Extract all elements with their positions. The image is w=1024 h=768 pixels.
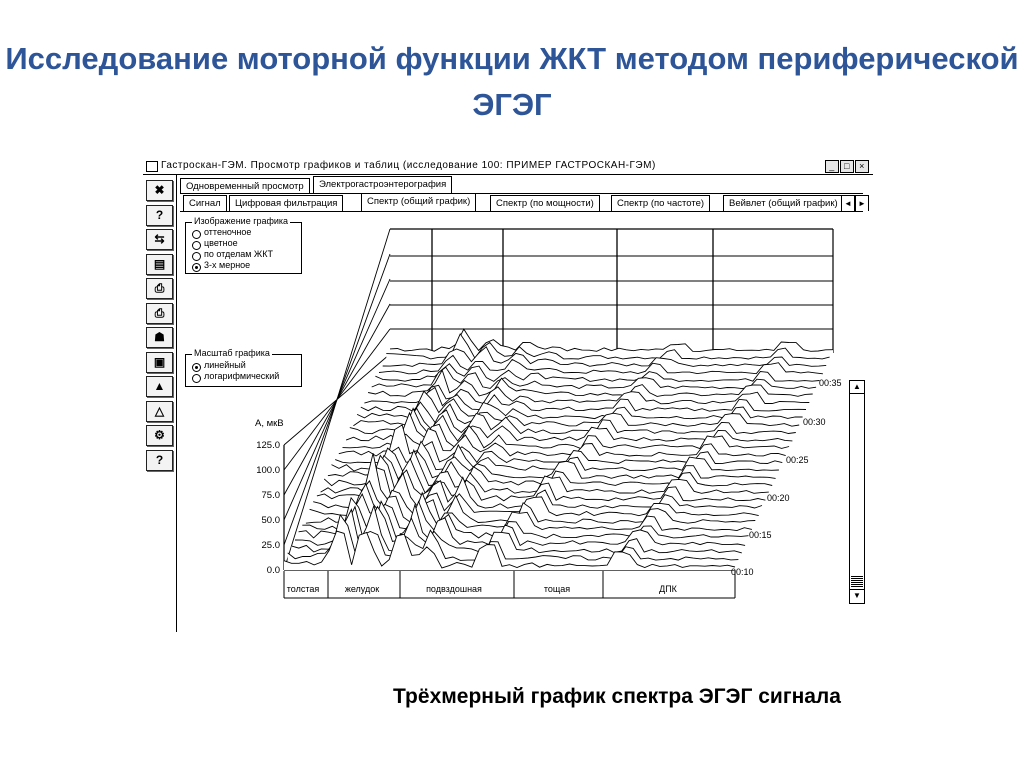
tab-signal[interactable]: Сигнал [183,195,227,211]
time-label-0: 00:35 [819,378,842,388]
minimize-button[interactable]: _ [825,160,839,173]
x-region-label-3: тощая [543,584,571,594]
tab-electrogastroenterography[interactable]: Электрогастроэнтерография [313,176,452,194]
vertical-scrollbar[interactable] [849,380,865,604]
x-region-label-0: толстая [286,584,320,594]
y-tick-label-1: 100.0 [256,465,280,476]
y-tick-label-2: 75.0 [261,490,280,501]
time-label-4: 00:15 [749,530,772,540]
x-region-label-4: ДПК [659,584,677,594]
y-tick-label-4: 25.0 [261,540,280,551]
printer-icon[interactable]: ⎙ [146,303,173,324]
tab-scroll-left[interactable]: ◄ [841,195,855,211]
scale-title: Масштаб графика [194,348,270,358]
close-button[interactable]: × [855,160,869,173]
spectrum-3d-chart [143,158,873,632]
radio-by-section-label: по отделам ЖКТ [204,249,273,259]
slide-title: Исследование моторной функции ЖКТ методом периферической ЭГЭГ [5,41,1019,122]
radio-log-label: логарифмический [204,371,280,381]
image-icon[interactable]: ▣ [146,352,173,373]
time-label-3: 00:20 [767,493,790,503]
tab-scroll-right[interactable]: ► [855,195,869,211]
x-region-label-1: желудок [344,584,380,594]
tab-spectrum-power[interactable]: Спектр (по мощности) [490,195,600,211]
tab-spectrum-frequency[interactable]: Спектр (по частоте) [611,195,710,211]
help-icon[interactable]: ? [146,205,173,226]
radio-color-label: цветное [204,238,238,248]
scroll-down-icon[interactable]: ▼ [850,589,864,602]
close-icon[interactable]: ✖ [146,180,173,201]
radio-3d-label: 3-х мерное [204,260,251,270]
arrows-icon[interactable]: ⇆ [146,229,173,250]
print-icon[interactable]: ⎙ [146,278,173,299]
slide-caption: Трёхмерный график спектра ЭГЭГ сигнала [393,685,841,708]
scroll-thumb[interactable] [851,575,863,587]
application-window [143,158,873,632]
window-title: Гастроскан-ГЭМ. Просмотр графиков и таблиц (исследование 100: ПРИМЕР ГАСТРОСКАН-ГЭМ) [161,160,656,171]
help-context-icon[interactable]: ? [146,450,173,471]
tab-simultaneous-view[interactable]: Одновременный просмотр [180,178,310,194]
triangle-outline-icon[interactable]: △ [146,401,173,422]
x-region-label-2: подвздошная [426,584,482,594]
radio-linear-label: линейный [204,360,246,370]
time-label-2: 00:25 [786,455,809,465]
document-icon[interactable]: ▤ [146,254,173,275]
y-tick-label-0: 125.0 [256,440,280,451]
settings-icon[interactable]: ⚙ [146,425,173,446]
side-grid-5 [284,354,390,445]
image-mode-title: Изображение графика [194,216,289,226]
time-label-5: 00:10 [731,567,754,577]
scroll-up-icon[interactable]: ▲ [850,381,864,394]
maximize-button[interactable]: □ [840,160,854,173]
y-axis-label: А, мкВ [255,418,284,429]
tab-spectrum-general[interactable]: Спектр (общий график) [361,193,476,211]
radio-shaded-label: оттеночное [204,227,252,237]
time-label-1: 00:30 [803,417,826,427]
tab-digital-filtering[interactable]: Цифровая фильтрация [229,195,343,211]
y-tick-label-3: 50.0 [261,515,280,526]
person-icon[interactable]: ☗ [146,327,173,348]
y-tick-label-5: 0.0 [266,565,280,576]
triangle-filled-icon[interactable]: ▲ [146,376,173,397]
tab-wavelet[interactable]: Вейвлет (общий график) [723,195,844,211]
